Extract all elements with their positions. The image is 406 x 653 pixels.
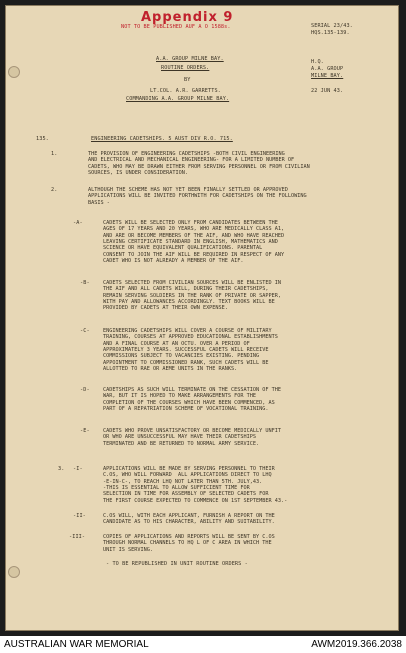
sub-ii-text: C.OS WILL, WITH EACH APPLICANT, FURNISH A REPORT ON THE CANDIDATE AS TO HIS CHARACTER, ABILITY AND SUITABILITY.	[103, 513, 275, 526]
order-title: ENGINEERING CADETSHIPS. 5 AUST DIV R.O. 715.	[91, 136, 233, 142]
para-1-text: THE PROVISION OF ENGINEERING CADETSHIPS -BOTH CIVIL ENGINEERING AND ELECTRICAL AND MECHANICAL ENGINEERING- FOR A LIMITED NUMBER OF CADETS, WHO MAY BE DRAWN EITHER FROM SERVING PERSONNEL OR FROM CIVILIAN SOURCES, IS UNDER CONSIDERATION.	[88, 151, 310, 177]
sub-b-label: -B-	[80, 280, 90, 286]
restriction-notice: NOT TO BE PUBLISHED AUF A O 1588s.	[121, 24, 231, 30]
punch-hole	[8, 66, 20, 78]
sub-ii-label: -II-	[73, 513, 86, 519]
hq-line: MILNE BAY.	[311, 73, 344, 79]
officer-title: COMMANDING A.A. GROUP MILNE BAY.	[126, 96, 230, 102]
order-number: 135.	[36, 136, 49, 142]
closing-instruction: - TO BE REPUBLISHED IN UNIT ROUTINE ORDERS -	[106, 561, 248, 567]
sub-e-text: CADETS WHO PROVE UNSATISFACTORY OR BECOME MEDICALLY UNFIT OR WHO ARE UNSUCCESSFUL MAY HAVE THEIR CADETSHIPS TERMINATED AND BE RETURNED TO NORMAL ARMY SERVICE.	[103, 428, 282, 447]
sub-iii-label: -III-	[69, 534, 86, 540]
sub-d-label: -D-	[80, 387, 90, 393]
officer-name: LT.COL. A.R. GARRETTS.	[150, 88, 221, 94]
sub-c-text: ENGINEERING CADETSHIPS WILL COVER A COURSE OF MILITARY TRAINING, COURSES AT APPROVED EDUCATIONAL ESTABLISHMENTS AND A FINAL COURSE AT AN OCTU. OVER A PERIOD OF APPROXIMATELY 3 YEARS. SUCCESSFUL CADETS WILL RECEIVE COMMISSIONS SUBJECT TO VACANCIES EXISTING. PENDING APPOINTMENT TO COMMISSIONED RANK, SUCH CADETS WILL BE ALLOTTED TO RAE OR AEME UNITS IN THE RANKS.	[103, 328, 278, 373]
punch-hole	[8, 566, 20, 578]
para-3-number: 3.	[58, 466, 65, 472]
accession-number: AWM2019.366.2038	[311, 639, 402, 650]
hq-line: A.A. GROUP	[311, 66, 344, 72]
org-title: A.A. GROUP MILNE BAY.	[156, 56, 224, 62]
by-line: BY	[184, 77, 191, 83]
serial-number: SERIAL 23/43.	[311, 23, 353, 29]
sub-d-text: CADETSHIPS AS SUCH WILL TERMINATE ON THE CESSATION OF THE WAR, BUT IT IS HOPED TO MAKE ARRANGEMENTS FOR THE COMPLETION OF THE COURSES WHICH HAVE BEEN COMMENCED, AS PART OF A REPATRIATION SCHEME OF VOCATIONAL TRAINING.	[103, 387, 282, 413]
org-subtitle: ROUTINE ORDERS.	[161, 65, 210, 71]
document-page	[5, 5, 399, 631]
para-2-text: ALTHOUGH THE SCHEME HAS NOT YET BEEN FINALLY SETTLED OR APPROVED APPLICATIONS WILL BE INVITED FORTHWITH FOR CADETSHIPS ON THE FOLLOWING BASIS -	[88, 187, 307, 206]
handwritten-appendix-note: Appendix 9	[141, 10, 234, 25]
sub-a-text: CADETS WILL BE SELECTED ONLY FROM CANDIDATES BETWEEN THE AGES OF 17 YEARS AND 20 YEARS, WHO ARE MEDICALLY CLASS A1, AND ARE OR BECOME MEMBERS OF THE AIF, AND WHO HAVE REACHED LEAVING CERTIFICATE STANDARD IN ENGLISH, MATHEMATICS AND SCIENCE OR HAVE EQUIVALENT QUALIFICATIONS. PARENTAL CONSENT TO JOIN THE AIF WILL BE REQUIRED IN RESPECT OF ANY CADET WHO IS NOT ALREADY A MEMBER OF THE AIF.	[103, 220, 285, 265]
hq-line: H.Q.	[311, 59, 324, 65]
sub-i-label: -I-	[73, 466, 83, 472]
sub-a-label: -A-	[73, 220, 83, 226]
sub-b-text: CADETS SELECTED FROM CIVILIAN SOURCES WILL BE ENLISTED IN THE AIF AND ALL CADETS WILL, DURING THEIR CADETSHIPS, REMAIN SERVING SOLDIERS IN THE RANK OF PRIVATE OR SAPPER, WITH PAY AND ALLOWANCES ACCORDINGLY. TEXT BOOKS WILL BE PROVIDED BY CADETS AT THEIR OWN EXPENSE.	[103, 280, 282, 312]
archive-source: AUSTRALIAN WAR MEMORIAL	[4, 639, 149, 650]
archive-footer	[0, 636, 406, 653]
hqrs-range: HQS.135-139.	[311, 30, 350, 36]
para-1-number: 1.	[51, 151, 58, 157]
sub-i-text: APPLICATIONS WILL BE MADE BY SERVING PERSONNEL TO THEIR C.OS, WHO WILL FORWARD ALL APPLICATIONS DIRECT TO LHQ -E-IN-C-, TO REACH LHQ NOT LATER THAN 5TH. JULY,43. -THIS IS ESSENTIAL TO ALLOW SUFFICIENT TIME FOR SELECTION IN TIME FOR ASSEMBLY OF SELECTED CADETS FOR THE FIRST COURSE EXPECTED TO COMMENCE ON 1ST SEPTEMBER 43.-	[103, 466, 288, 504]
order-date: 22 JUN 43.	[311, 88, 344, 94]
sub-iii-text: COPIES OF APPLICATIONS AND REPORTS WILL BE SENT BY C.OS THROUGH NORMAL CHANNELS TO HQ L OF C AREA IN WHICH THE UNIT IS SERVING.	[103, 534, 275, 553]
sub-c-label: -C-	[80, 328, 90, 334]
para-2-number: 2.	[51, 187, 58, 193]
sub-e-label: -E-	[80, 428, 90, 434]
